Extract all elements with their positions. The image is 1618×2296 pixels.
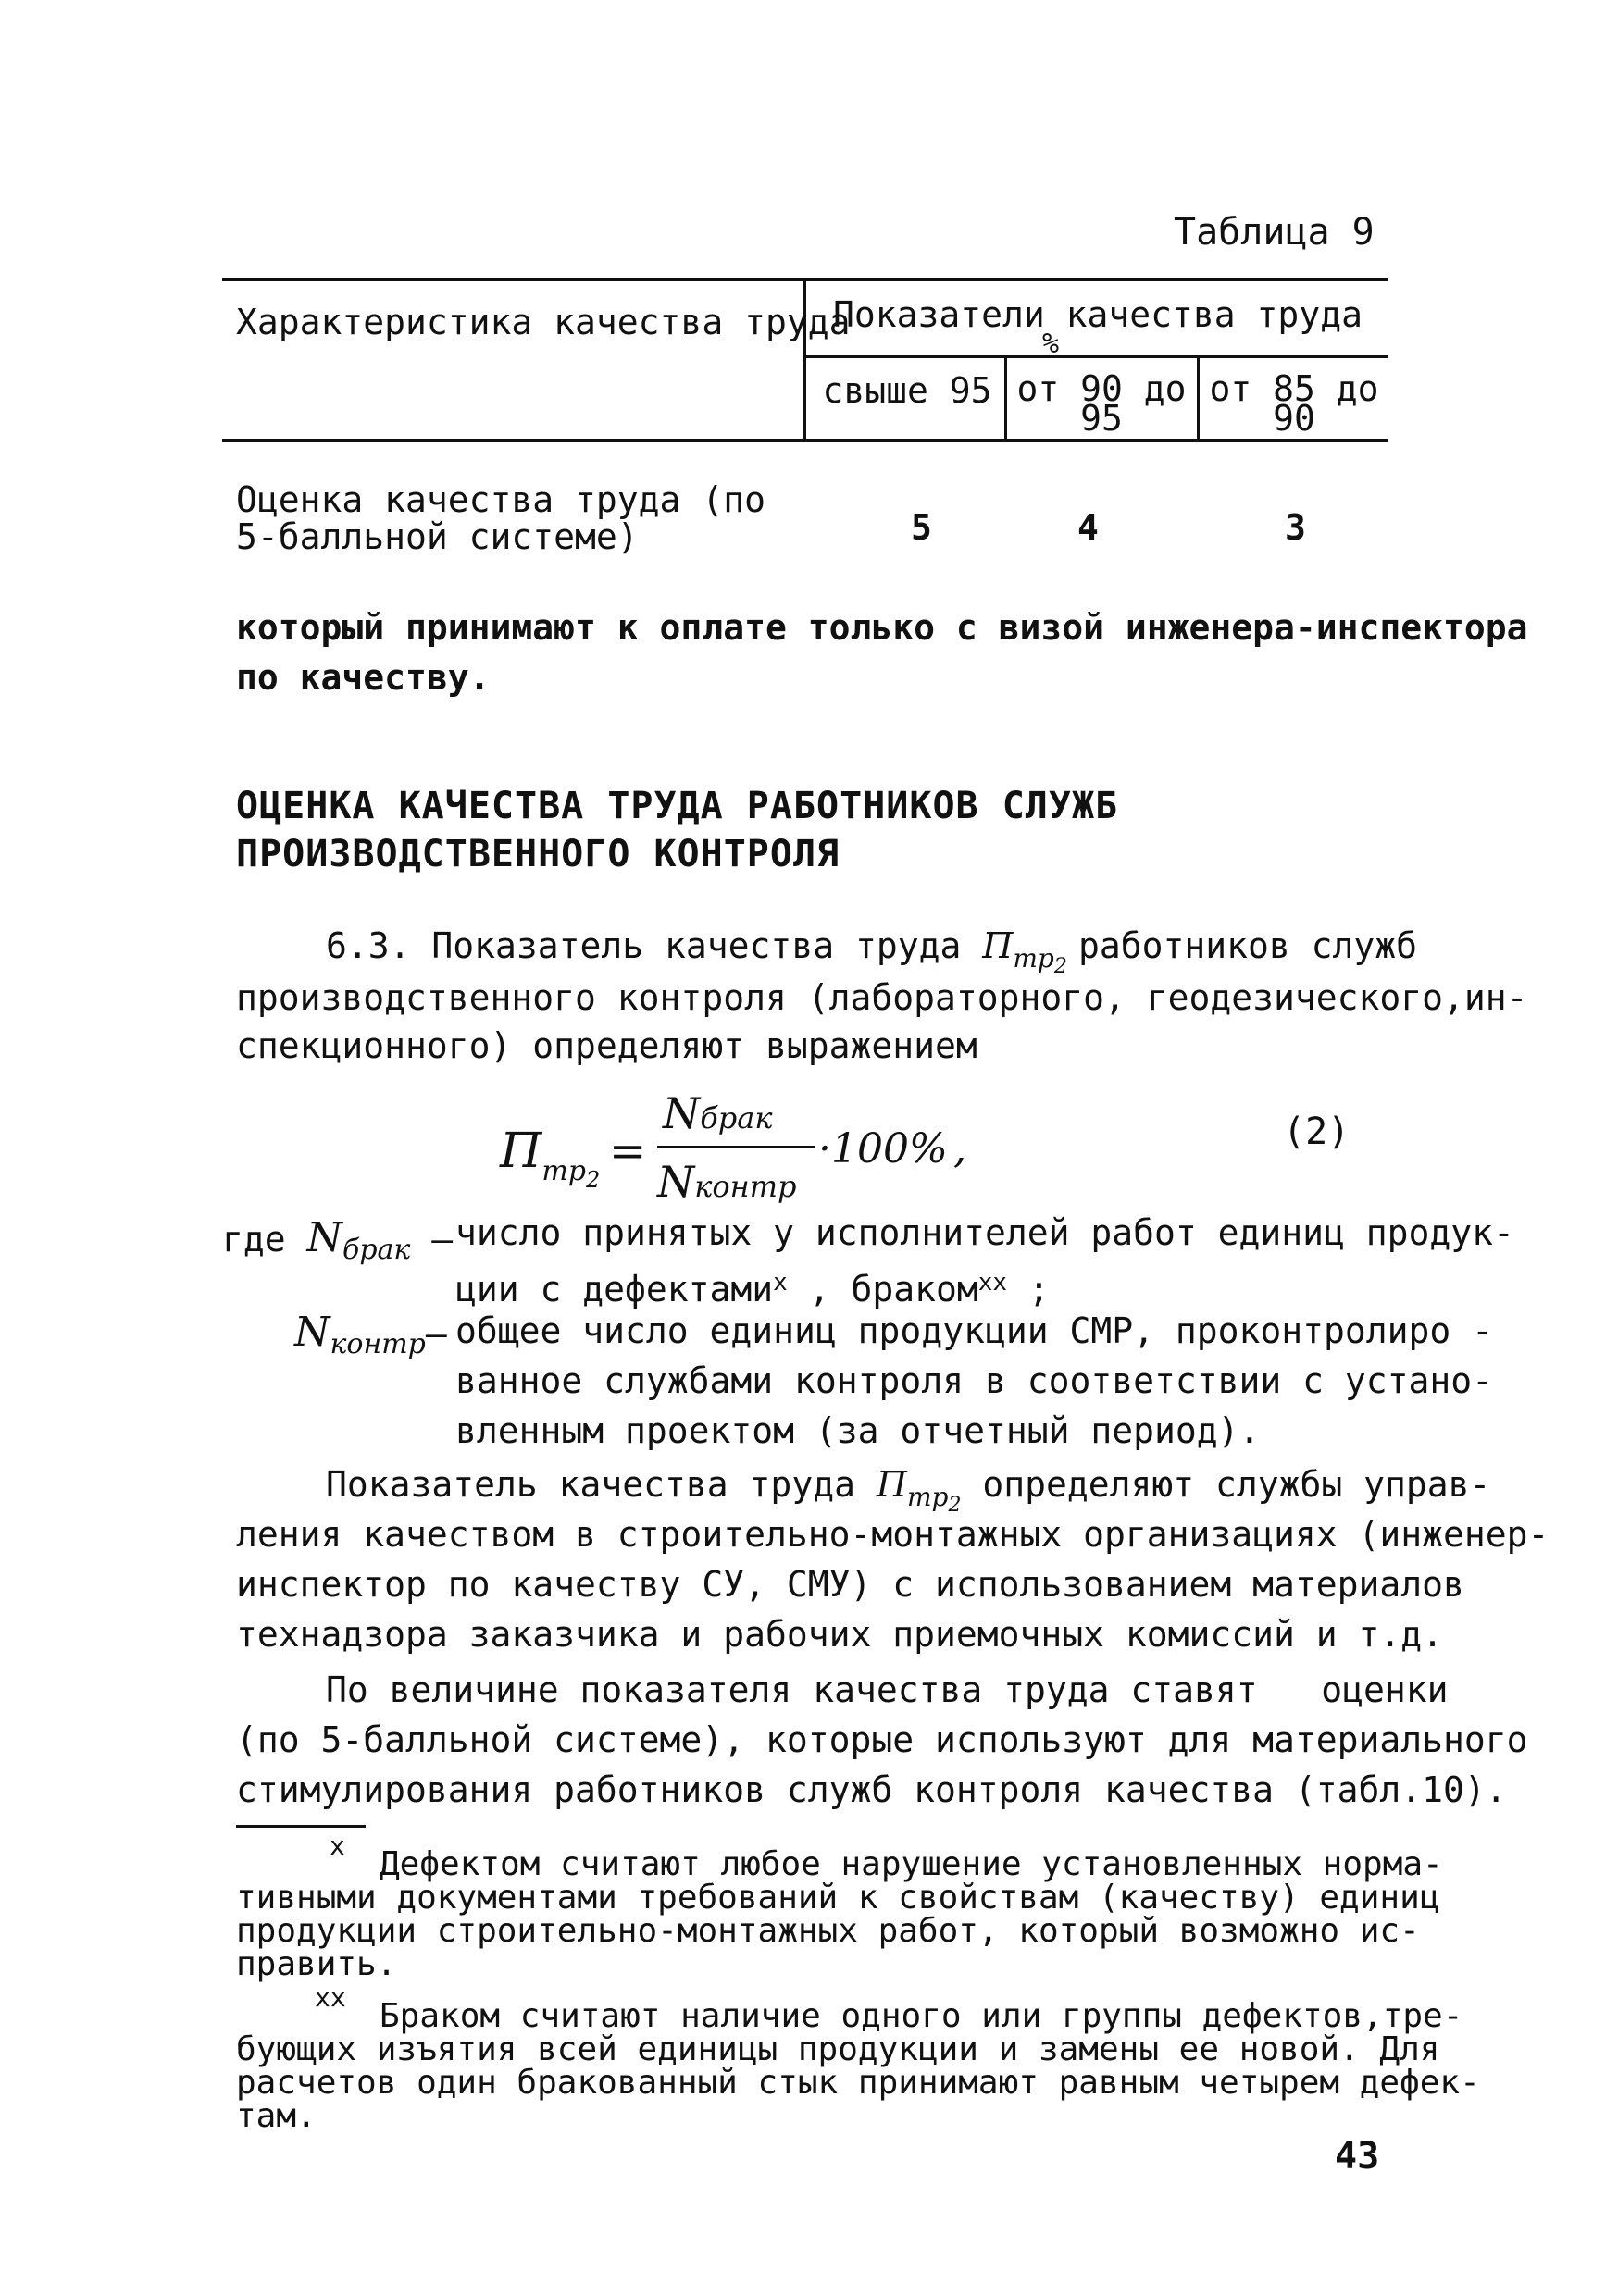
table-value-5: 5 bbox=[911, 507, 932, 548]
where-def1-sup-b: хх bbox=[977, 1269, 1008, 1297]
formula-fraction-bar bbox=[657, 1146, 815, 1148]
where-def1-line-1: число принятых у исполнителей работ единиц продук- bbox=[455, 1212, 1514, 1253]
p-after-text-b: определяют службы управ- bbox=[982, 1464, 1491, 1505]
where-word: где bbox=[222, 1219, 286, 1260]
formula-number: (2) bbox=[1283, 1111, 1350, 1153]
p-after-symbol-letter: П bbox=[876, 1464, 907, 1505]
footnote-rule bbox=[236, 1825, 366, 1828]
formula-denominator bbox=[657, 1157, 797, 1207]
formula-lhs-sub2: 2 bbox=[586, 1167, 601, 1193]
where-n2-sub: контр bbox=[330, 1328, 426, 1360]
p-values-line-3: стимулирования работников служб контроля качества (табл.10). bbox=[236, 1769, 1507, 1810]
p63-symbol-sub2: 2 bbox=[1053, 955, 1067, 978]
where-def2-line-1: общее число единиц продукции СМР, проконтролиро - bbox=[455, 1310, 1494, 1351]
p-after-text-a: Показатель качества труда bbox=[326, 1464, 855, 1505]
formula-lhs bbox=[500, 1123, 600, 1193]
where-def1-text-b: , браком bbox=[808, 1269, 978, 1309]
footnote-2-mark: хх bbox=[315, 1982, 346, 2013]
table-col-85-90-b: 90 bbox=[1273, 398, 1315, 439]
table-col-90-95-a: от 90 до bbox=[1016, 368, 1187, 409]
where-def2-line-2: ванное службами контроля в соответствии с устано- bbox=[455, 1360, 1494, 1401]
table-row-label-1: Оценка качества труда (по bbox=[236, 479, 765, 520]
table-header-percent: % bbox=[1042, 328, 1060, 360]
formula-lhs-sub: тр bbox=[541, 1155, 587, 1187]
formula-denominator-letter: N bbox=[657, 1157, 695, 1207]
formula-numerator-letter: N bbox=[663, 1088, 701, 1138]
footnote-1-line-2: тивными документами требований к свойствам (качеству) единиц bbox=[236, 1879, 1440, 1917]
table-col-90-95-b: 95 bbox=[1080, 398, 1123, 439]
table-header-indicators: Показатели качества труда bbox=[833, 294, 1363, 335]
where-def1-sup-a: х bbox=[773, 1269, 788, 1297]
p-after-line-3: инспектор по качеству СУ, СМУ) с использованием материалов bbox=[236, 1564, 1464, 1605]
where-def2-line-3: вленным проектом (за отчетный период). bbox=[455, 1410, 1261, 1451]
footnote-1-line-4: править. bbox=[236, 1945, 397, 1983]
p63-symbol bbox=[982, 925, 1078, 978]
table-col-divider-2 bbox=[1004, 357, 1007, 441]
table-header-characteristic: Характеристика качества труда bbox=[236, 302, 851, 342]
where-line-2 bbox=[294, 1309, 447, 1369]
continuation-line-2: по качеству. bbox=[236, 657, 491, 698]
formula-equals: = bbox=[609, 1125, 647, 1177]
footnote-2-line-4: там. bbox=[236, 2097, 317, 2135]
p-values-line-2: (по 5-балльной системе), которые используют для материального bbox=[236, 1719, 1528, 1760]
table-col-divider-3 bbox=[1197, 357, 1200, 441]
footnote-1-mark: х bbox=[330, 1831, 345, 1861]
table-value-3: 3 bbox=[1285, 507, 1306, 548]
where-def1-text-a: ции с дефектами bbox=[455, 1269, 774, 1309]
p63-symbol-sub: тр bbox=[1013, 943, 1054, 974]
p-values-line-1: По величине показателя качества труда ставят оценки bbox=[326, 1669, 1449, 1710]
p-after-line-4: технадзора заказчика и рабочих приемочных комиссий и т.д. bbox=[236, 1614, 1444, 1655]
where-n1 bbox=[306, 1214, 411, 1266]
where-def1-line-2 bbox=[455, 1259, 1050, 1313]
table-col-above-95: свыше 95 bbox=[822, 370, 992, 411]
table-value-4: 4 bbox=[1077, 507, 1099, 548]
formula-numerator bbox=[663, 1088, 772, 1138]
section-heading-line-2: ПРОИЗВОДСТВЕННОГО КОНТРОЛЯ bbox=[236, 833, 840, 875]
footnote-1-line-1: Дефектом считают любое нарушение установленных норма- bbox=[380, 1845, 1443, 1883]
footnote-2-line-3: расчетов один бракованный стык принимают равным четырем дефек- bbox=[236, 2064, 1480, 2102]
where-n2 bbox=[294, 1309, 426, 1360]
p63-text-b: работников служб bbox=[1077, 925, 1417, 966]
table-caption: Таблица 9 bbox=[1174, 211, 1375, 254]
p63-line-3: спекционного) определяют выражением bbox=[236, 1025, 977, 1066]
where-def1-text-c: ; bbox=[1027, 1269, 1050, 1309]
continuation-line-1: который принимают к оплате только с визой инженера-инспектора bbox=[236, 607, 1528, 648]
formula-numerator-sub: брак bbox=[700, 1100, 773, 1136]
page-number: 43 bbox=[1335, 2135, 1380, 2178]
formula-multiplier: ·100% bbox=[818, 1125, 948, 1173]
p-after-line-2: ления качеством в строительно-монтажных организациях (инженер- bbox=[236, 1514, 1550, 1555]
formula-denominator-sub: контр bbox=[694, 1169, 797, 1204]
where-dash-2: – bbox=[425, 1313, 447, 1354]
where-n1-sub: брак bbox=[342, 1234, 411, 1266]
p63-line-2: производственного контроля (лабораторного, геодезического,ин- bbox=[236, 977, 1528, 1018]
p63-text-a: 6.3. Показатель качества труда bbox=[326, 925, 962, 966]
table-header-mid-rule bbox=[805, 355, 1388, 358]
where-dash-1: – bbox=[431, 1219, 454, 1260]
footnote-2-line-2: бующих изъятия всей единицы продукции и замены ее новой. Для bbox=[236, 2030, 1440, 2068]
where-n1-letter: N bbox=[306, 1214, 343, 1261]
table-row-label-2: 5-балльной системе) bbox=[236, 516, 639, 557]
p-after-symbol bbox=[876, 1464, 962, 1517]
where-n2-letter: N bbox=[294, 1309, 330, 1356]
p-after-symbol-sub: тр bbox=[906, 1482, 949, 1512]
table-col-85-90-a: от 85 до bbox=[1209, 368, 1379, 409]
formula-comma: , bbox=[953, 1125, 966, 1173]
footnote-1-line-3: продукции строительно-монтажных работ, который возможно ис- bbox=[236, 1912, 1420, 1950]
footnote-2-line-1: Браком считают наличие одного или группы дефектов,тре- bbox=[380, 1997, 1463, 2035]
p63-symbol-letter: П bbox=[982, 925, 1014, 966]
formula-lhs-letter: П bbox=[500, 1123, 542, 1179]
section-heading-line-1: ОЦЕНКА КАЧЕСТВА ТРУДА РАБОТНИКОВ СЛУЖБ bbox=[236, 785, 1119, 827]
p-after-symbol-sub2: 2 bbox=[948, 1494, 962, 1517]
where-line-1 bbox=[222, 1214, 453, 1274]
formula-2 bbox=[500, 1088, 1388, 1209]
